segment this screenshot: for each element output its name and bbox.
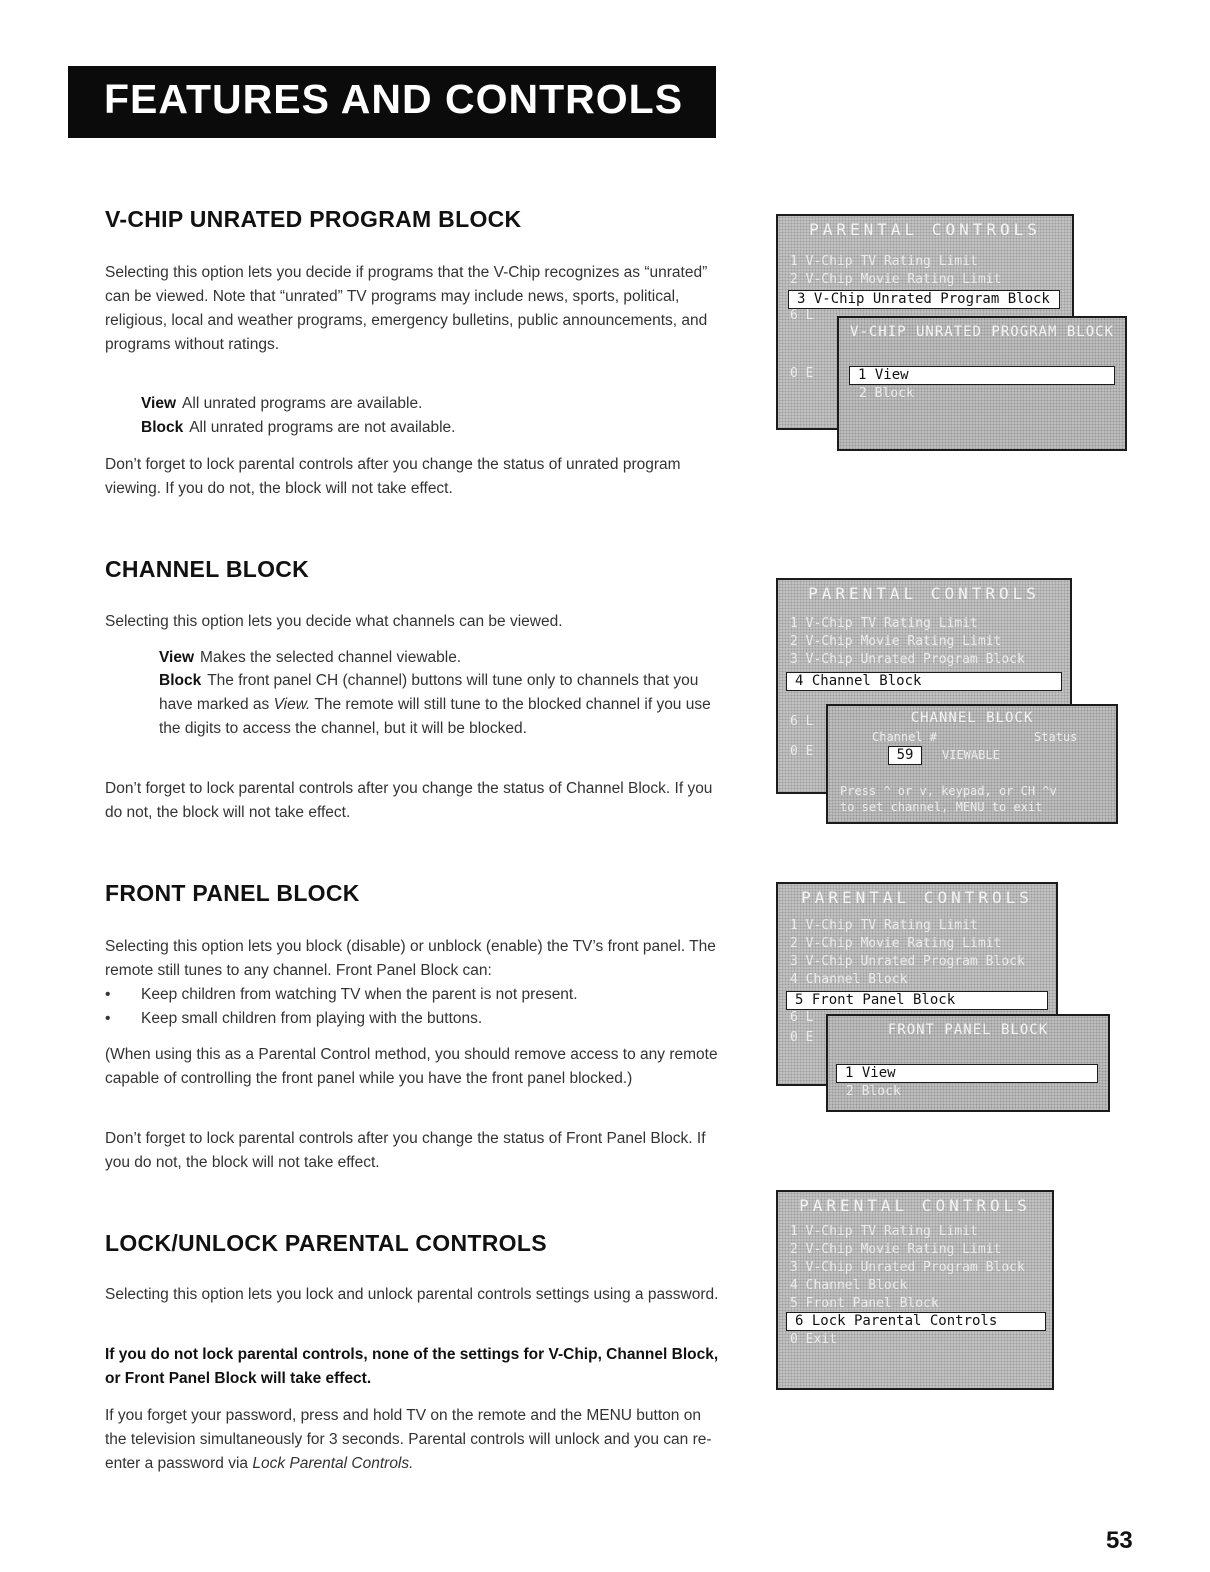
bullet-dot: • <box>105 1010 111 1027</box>
menu-item: 1 V-Chip TV Rating Limit <box>790 254 978 269</box>
menu-item: 1 V-Chip TV Rating Limit <box>790 616 978 631</box>
option-text: Makes the selected channel viewable. <box>200 649 462 666</box>
front-parenthetical: (When using this as a Parental Control method, you should remove access to any remote capable of controlling the front panel while you have the front panel blocked.) <box>105 1046 718 1087</box>
submenu-item-selected: 1 View <box>836 1064 1098 1083</box>
vchip-option-block <box>141 416 701 440</box>
submenu-title: V-CHIP UNRATED PROGRAM BLOCK <box>849 324 1114 340</box>
menu-item: 2 V-Chip Movie Rating Limit <box>790 1242 1002 1257</box>
submenu-item-selected: 1 View <box>849 366 1115 385</box>
vchip-note: Don’t forget to lock parental controls after you change the status of unrated program viewing. If you do not, the block will not take effect. <box>105 456 681 497</box>
menu-item-selected: 5 Front Panel Block <box>786 991 1048 1010</box>
menu-item: 1 V-Chip TV Rating Limit <box>790 1224 978 1239</box>
option-term: View <box>159 649 195 666</box>
front-note: Don’t forget to lock parental controls after you change the status of Front Panel Block. If you do not, the block will not take effect. <box>105 1130 706 1171</box>
help-text: Press ^ or v, keypad, or CH ^v <box>840 784 1057 798</box>
submenu-vchip-unrated <box>837 316 1127 451</box>
heading-lock-unlock: LOCK/UNLOCK PARENTAL CONTROLS <box>105 1230 547 1256</box>
channel-option-block <box>159 669 719 741</box>
submenu-front-panel-block <box>826 1014 1110 1112</box>
channel-option-view <box>159 646 715 670</box>
vchip-intro: Selecting this option lets you decide if programs that the V-Chip recognizes as “unrated” can be viewed. Note that “unrated” TV programs may include news, sports, political, religious, local and weather programs, emergency bulletins, public announcements, and programs without ratings. <box>105 264 708 353</box>
option-term: View <box>141 395 177 412</box>
screen-title: PARENTAL CONTROLS <box>801 888 1033 907</box>
submenu-title: FRONT PANEL BLOCK <box>887 1022 1049 1038</box>
submenu-channel-block <box>826 704 1118 824</box>
option-text: All unrated programs are not available. <box>189 419 456 436</box>
heading-channel-block: CHANNEL BLOCK <box>105 556 310 582</box>
section-banner <box>68 66 716 138</box>
channel-note: Don’t forget to lock parental controls after you change the status of Channel Block. If you do not, the block will not take effect. <box>105 780 713 821</box>
lock-intro: Selecting this option lets you lock and unlock parental controls settings using a password. <box>105 1286 719 1303</box>
lock-warning: If you do not lock parental controls, none of the settings for V-Chip, Channel Block, or Front Panel Block will take effect. <box>105 1346 719 1387</box>
menu-item: 6 L <box>790 1010 814 1025</box>
option-text: All unrated programs are available. <box>182 395 423 412</box>
screen-title: PARENTAL CONTROLS <box>808 584 1040 603</box>
option-text: The remote will still tune to the blocked channel if you use the digits to access the channel, but it will be blocked. <box>159 696 711 737</box>
tv-screen-lock-parental-controls <box>776 1190 1054 1390</box>
menu-item: 0 E <box>790 744 814 759</box>
help-text: to set channel, MENU to exit <box>840 800 1043 814</box>
bullet-dot: • <box>105 986 111 1003</box>
menu-item: 3 V-Chip Unrated Program Block <box>790 1260 1025 1275</box>
page-number: 53 <box>1106 1527 1133 1554</box>
menu-item-selected: 6 Lock Parental Controls <box>786 1312 1046 1331</box>
password-text: If you forget your password, press and hold TV on the remote and the MENU button on the television simultaneously for 3 seconds. Parental controls will unlock and you can re-enter a password via <box>105 1407 712 1472</box>
option-term: Block <box>141 419 184 436</box>
front-intro: Selecting this option lets you block (disable) or unblock (enable) the TV’s front panel. The remote still tunes to any channel. Front Panel Block can: <box>105 938 716 979</box>
password-link-text: Lock Parental Controls. <box>252 1455 414 1472</box>
menu-item-selected: 3 V-Chip Unrated Program Block <box>788 290 1060 309</box>
menu-item: 2 V-Chip Movie Rating Limit <box>790 634 1002 649</box>
channel-number-field: 59 <box>888 746 922 765</box>
submenu-item: 2 Block <box>846 1084 901 1099</box>
vchip-option-view <box>141 392 701 416</box>
column-header-channel: Channel # <box>872 730 938 744</box>
screen-title: PARENTAL CONTROLS <box>809 220 1041 239</box>
column-header-status: Status <box>1034 730 1078 744</box>
menu-item: 0 E <box>790 366 814 381</box>
menu-item-selected: 4 Channel Block <box>786 672 1062 691</box>
submenu-title: CHANNEL BLOCK <box>910 710 1034 726</box>
menu-item: 3 V-Chip Unrated Program Block <box>790 954 1025 969</box>
bullet-text: Keep small children from playing with the buttons. <box>141 1010 483 1027</box>
menu-item: 0 Exit <box>790 1332 837 1347</box>
menu-item: 2 V-Chip Movie Rating Limit <box>790 272 1002 287</box>
menu-item: 1 V-Chip TV Rating Limit <box>790 918 978 933</box>
menu-item: 2 V-Chip Movie Rating Limit <box>790 936 1002 951</box>
option-term: Block <box>159 672 202 689</box>
option-text: The front panel CH (channel) buttons will tune only to channels that you have marked as <box>159 672 699 713</box>
status-value: VIEWABLE <box>942 748 1000 762</box>
channel-intro: Selecting this option lets you decide what channels can be viewed. <box>105 613 563 630</box>
menu-item: 6 L <box>790 714 814 729</box>
screen-title: PARENTAL CONTROLS <box>799 1196 1031 1215</box>
heading-front-panel-block: FRONT PANEL BLOCK <box>105 880 360 906</box>
menu-item: 0 E <box>790 1030 814 1045</box>
submenu-item: 2 Block <box>859 386 914 401</box>
heading-vchip-unrated: V-CHIP UNRATED PROGRAM BLOCK <box>105 206 522 232</box>
menu-item: 4 Channel Block <box>790 972 908 987</box>
lock-password-text <box>105 1404 725 1476</box>
bullet-text: Keep children from watching TV when the parent is not present. <box>141 986 578 1003</box>
menu-item: 6 L <box>790 308 814 323</box>
menu-item: 5 Front Panel Block <box>790 1296 939 1311</box>
page-title: FEATURES AND CONTROLS <box>104 76 684 122</box>
menu-item: 3 V-Chip Unrated Program Block <box>790 652 1025 667</box>
option-text-italic: View. <box>273 696 311 713</box>
menu-item: 4 Channel Block <box>790 1278 908 1293</box>
